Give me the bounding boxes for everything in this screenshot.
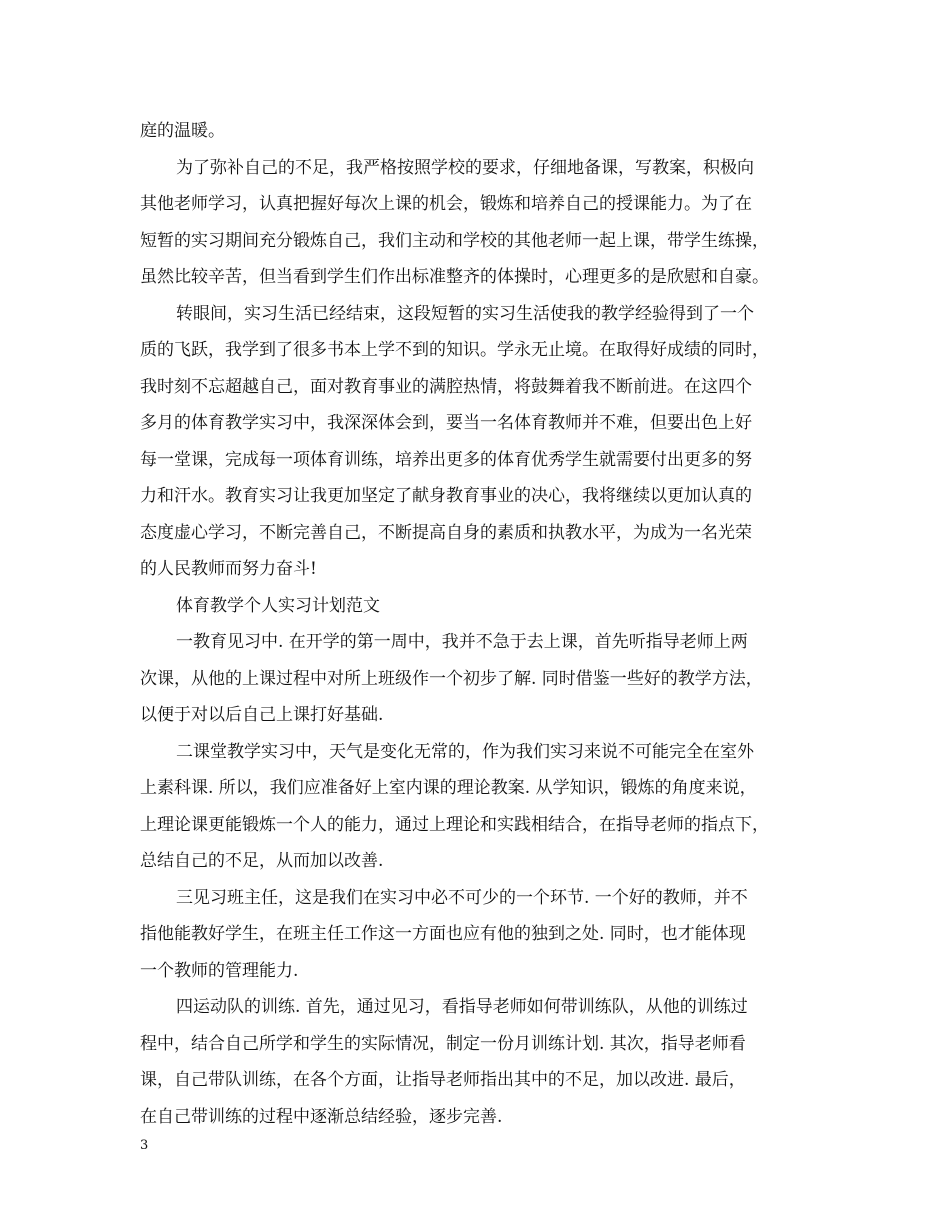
text-line: 三见习班主任，这是我们在实习中必不可少的一个环节. 一个好的教师，并不 xyxy=(176,887,748,908)
text-line: 的人民教师而努力奋斗! xyxy=(140,559,317,579)
text-line: 程中，结合自己所学和学生的实际情况，制定一份月训练计划. 其次，指导老师看 xyxy=(140,1033,746,1054)
text-line: 我时刻不忘超越自己，面对教育事业的满腔热情，将鼓舞着我不断前进。在这四个 xyxy=(140,376,752,397)
text-line: 上素科课. 所以，我们应准备好上室内课的理论教案. 从学知识，锻炼的角度来说， xyxy=(140,778,757,798)
text-line: 转眼间，实习生活已经结束，这段短暂的实习生活使我的教学经验得到了一个 xyxy=(176,303,754,324)
document-body xyxy=(140,113,820,1135)
page-number: 3 xyxy=(140,1138,149,1153)
text-line: 庭的温暖。 xyxy=(140,121,225,141)
text-line: 态度虚心学习，不断完善自己，不断提高自身的素质和执教水平，为成为一名光荣 xyxy=(140,522,752,543)
text-line: 虽然比较辛苦，但当看到学生们作出标准整齐的体操时，心理更多的是欣慰和自豪。 xyxy=(140,267,769,287)
text-line: 多月的体育教学实习中，我深深体会到，要当一名体育教师并不难，但要出色上好 xyxy=(140,413,752,433)
text-line: 上理论课更能锻炼一个人的能力，通过上理论和实践相结合，在指导老师的指点下， xyxy=(140,814,769,835)
text-line: 质的飞跃，我学到了很多书本上学不到的知识。学永无止境。在取得好成绩的同时， xyxy=(140,340,769,360)
text-line: 其他老师学习，认真把握好每次上课的机会，锻炼和培养自己的授课能力。为了在 xyxy=(140,194,752,214)
text-line: 总结自己的不足，从而加以改善. xyxy=(140,851,384,871)
text-line: 短暂的实习期间充分锻炼自己，我们主动和学校的其他老师一起上课，带学生练操， xyxy=(140,230,769,251)
section-heading: 体育教学个人实习计划范文 xyxy=(176,595,380,616)
text-line: 一个教师的管理能力. xyxy=(140,960,299,981)
text-line: 一教育见习中. 在开学的第一周中，我并不急于去上课，首先听指导老师上两 xyxy=(176,632,748,652)
text-line: 二课堂教学实习中，天气是变化无常的，作为我们实习来说不可能完全在室外 xyxy=(176,741,754,762)
text-line: 课，自己带队训练，在各个方面，让指导老师指出其中的不足，加以改进. 最后， xyxy=(140,1070,746,1090)
text-line: 次课，从他的上课过程中对所上班级作一个初步了解. 同时借鉴一些好的教学方法， xyxy=(140,668,763,689)
text-line: 指他能教好学生，在班主任工作这一方面也应有他的独到之处. 同时，也才能体现 xyxy=(140,924,746,944)
text-line: 四运动队的训练. 首先，通过见习，看指导老师如何带训练队，从他的训练过 xyxy=(176,997,748,1017)
text-line: 在自己带训练的过程中逐渐总结经验，逐步完善. xyxy=(140,1106,503,1127)
text-line: 每一堂课，完成每一项体育训练，培养出更多的体育优秀学生就需要付出更多的努 xyxy=(140,449,752,470)
text-line: 力和汗水。教育实习让我更加坚定了献身教育事业的决心，我将继续以更加认真的 xyxy=(140,486,752,506)
text-line: 以便于对以后自己上课打好基础. xyxy=(140,705,384,725)
text-line: 为了弥补自己的不足，我严格按照学校的要求，仔细地备课，写教案，积极向 xyxy=(176,157,754,178)
